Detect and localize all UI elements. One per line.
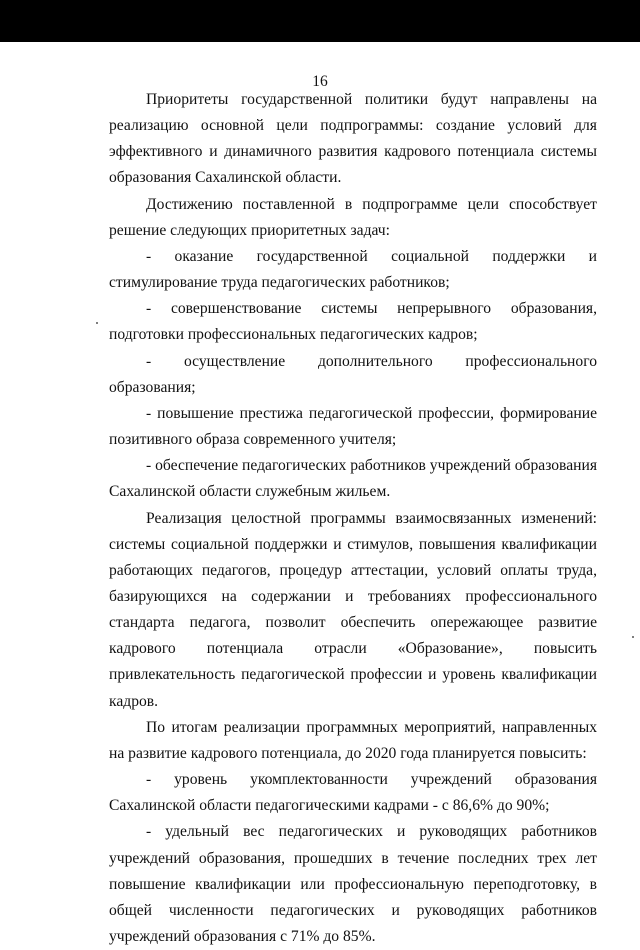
page-number: 16 bbox=[312, 73, 328, 90]
paragraph-tasks-intro: Достижению поставленной в подпрограмме цели способствует решение следующих приоритетных задач: bbox=[109, 195, 597, 239]
list-item-staffing-level: - уровень укомплектованности учреждений образования Сахалинской области педагогическими кадрами - с 86,6% до 90%; bbox=[109, 771, 597, 815]
document-body bbox=[109, 87, 597, 950]
paragraph-priorities: Приоритеты государственной политики будут направлены на реализацию основной цели подпрограммы: создание условий для эффективного и динамичного развития кадрового потенциала системы образования Сахалинской области. bbox=[109, 91, 597, 187]
scan-top-border bbox=[0, 0, 640, 42]
list-item-qualification-share: - удельный вес педагогических и руководящих работников учреждений образования, прошедших в течение последних трех лет повышение квалификации или профессиональную переподготовку, в общей численности педагогических и руководящих работников учреждений образования с 71% до 85%. bbox=[109, 823, 597, 945]
scan-speck bbox=[632, 636, 634, 638]
list-item-social-support: - оказание государственной социальной поддержки и стимулирование труда педагогических работников; bbox=[109, 247, 597, 292]
paragraph-program-implementation: Реализация целостной программы взаимосвязанных изменений: системы социальной поддержки и стимулов, повышения квалификации работающих педагогов, процедур аттестации, условий оплаты труда, базирующихся на содержании и требованиях профессионального стандарта педагога, позволит обеспечить опережающее развитие кадрового потенциала отрасли «Образование», повысить привлекательность педагогической профессии и уровень квалификации кадров. bbox=[109, 509, 597, 710]
list-item-continuous-education: - совершенствование системы непрерывного образования, подготовки профессиональных педагогических кадров; bbox=[109, 300, 597, 344]
paragraph-results-intro: По итогам реализации программных мероприятий, направленных на развитие кадрового потенциала, до 2020 года планируется повысить: bbox=[109, 718, 597, 762]
list-item-additional-education: - осуществление дополнительного профессионального образования; bbox=[109, 352, 597, 396]
list-item-prestige: - повышение престижа педагогической профессии, формирование позитивного образа современного учителя; bbox=[109, 404, 597, 449]
list-item-housing: - обеспечение педагогических работников учреждений образования Сахалинской области служебным жильем. bbox=[109, 457, 597, 501]
scan-speck bbox=[96, 322, 98, 324]
